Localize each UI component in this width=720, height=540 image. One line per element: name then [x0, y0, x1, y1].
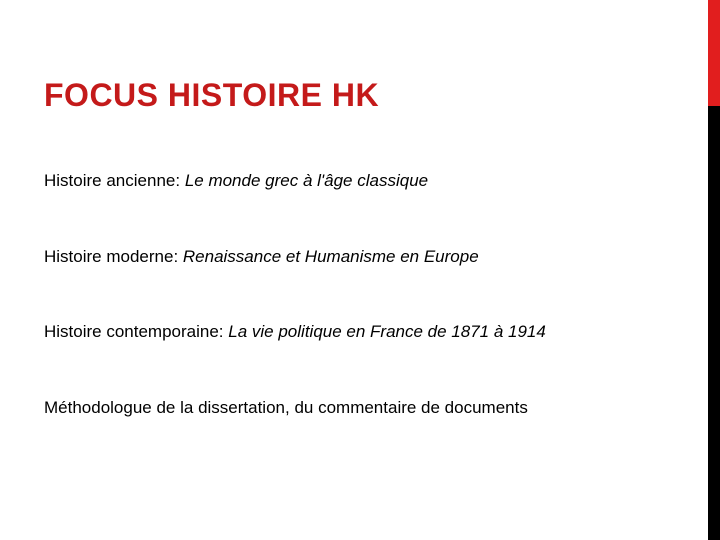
list-item-histoire-ancienne [44, 171, 626, 190]
list-item-histoire-contemporaine [44, 322, 626, 341]
item-topic: La vie politique en France de 1871 à 1914 [228, 322, 546, 341]
item-label: Histoire ancienne: [44, 171, 185, 190]
item-topic: Le monde grec à l'âge classique [184, 171, 429, 190]
item-label: Histoire moderne: [44, 247, 183, 266]
slide-title: FOCUS HISTOIRE HK [44, 77, 380, 113]
item-label: Méthodologue de la dissertation, du commentaire de documents [44, 398, 528, 417]
side-accent-bar-red [708, 0, 720, 106]
list-item-methodologie [44, 398, 626, 417]
item-topic: Renaissance et Humanisme en Europe [182, 247, 479, 266]
list-item-histoire-moderne [44, 247, 626, 266]
item-label: Histoire contemporaine: [44, 322, 229, 341]
